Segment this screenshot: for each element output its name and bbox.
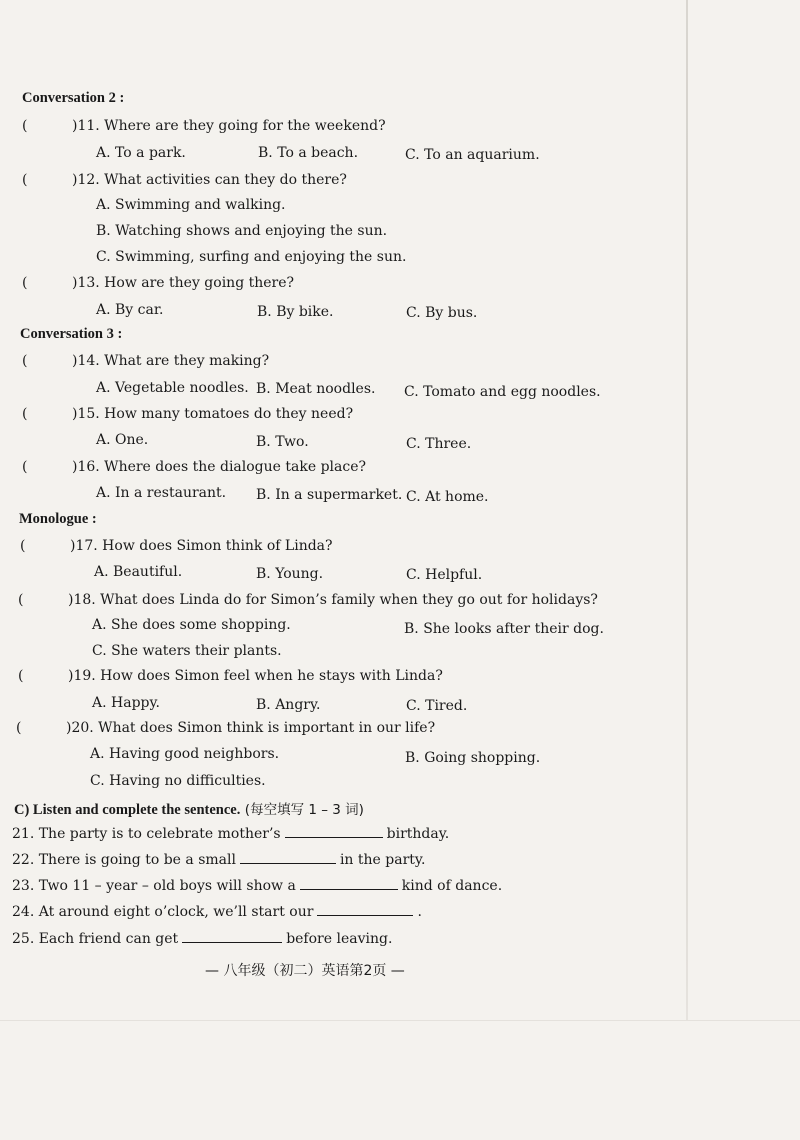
section-c-title: C) Listen and complete the sentence. xyxy=(14,802,241,818)
option-11-a: A. To a park. xyxy=(96,145,186,161)
sentence-text: kind of dance. xyxy=(401,878,503,894)
answer-paren[interactable]: ( xyxy=(22,459,28,475)
answer-blank[interactable] xyxy=(317,903,413,916)
option-20-a: A. Having good neighbors. xyxy=(90,746,280,762)
page-bottom-edge xyxy=(0,1020,800,1021)
answer-blank[interactable] xyxy=(300,877,398,890)
sentence-21 xyxy=(12,825,449,842)
answer-paren[interactable]: ( xyxy=(22,353,28,369)
question-19 xyxy=(18,668,443,684)
option-19-c: C. Tired. xyxy=(406,698,468,714)
option-17-c: C. Helpful. xyxy=(406,567,483,583)
answer-paren[interactable]: ( xyxy=(22,118,28,134)
sentence-22 xyxy=(12,851,425,868)
option-12-c: C. Swimming, surfing and enjoying the sun. xyxy=(96,249,407,265)
sentence-text: in the party. xyxy=(339,852,426,868)
question-13 xyxy=(22,275,294,291)
option-17-a: A. Beautiful. xyxy=(94,564,183,580)
sentence-25 xyxy=(12,930,392,947)
option-15-b: B. Two. xyxy=(256,434,309,450)
sentence-text: birthday. xyxy=(386,826,450,842)
answer-paren[interactable]: ( xyxy=(22,406,28,422)
page-footer: — 八年级（初二）英语第2页 — xyxy=(205,963,405,979)
option-15-c: C. Three. xyxy=(406,436,472,452)
page-fold-line xyxy=(686,0,688,1020)
question-stem: )17. How does Simon think of Linda? xyxy=(70,538,333,554)
conversation-2-heading: Conversation 2 : xyxy=(22,90,125,106)
answer-paren[interactable]: ( xyxy=(22,275,28,291)
conversation-3-heading: Conversation 3 : xyxy=(20,326,123,342)
option-18-b: B. She looks after their dog. xyxy=(404,621,604,637)
option-16-a: A. In a restaurant. xyxy=(96,485,227,501)
sentence-text: 21. The party is to celebrate mother’s xyxy=(12,826,281,842)
question-17 xyxy=(20,538,333,554)
sentence-text: before leaving. xyxy=(286,931,393,947)
answer-paren[interactable]: ( xyxy=(22,172,28,188)
option-13-c: C. By bus. xyxy=(406,305,478,321)
option-13-b: B. By bike. xyxy=(257,304,334,320)
section-c-instruction: (每空填写 1 – 3 词) xyxy=(244,802,364,818)
option-14-c: C. Tomato and egg noodles. xyxy=(404,384,601,400)
question-15 xyxy=(22,406,353,422)
sentence-text: 22. There is going to be a small xyxy=(12,852,236,868)
question-11 xyxy=(22,118,386,134)
option-20-b: B. Going shopping. xyxy=(405,750,541,766)
question-18 xyxy=(18,592,598,608)
option-19-b: B. Angry. xyxy=(256,697,321,713)
question-stem: )11. Where are they going for the weekend? xyxy=(72,118,386,134)
section-c-heading xyxy=(14,798,364,819)
question-stem: )12. What activities can they do there? xyxy=(72,172,347,188)
sentence-text: 23. Two 11 – year – old boys will show a xyxy=(12,878,296,894)
question-12 xyxy=(22,172,347,188)
option-13-a: A. By car. xyxy=(96,302,164,318)
question-14 xyxy=(22,353,269,369)
option-14-a: A. Vegetable noodles. xyxy=(96,380,249,396)
sentence-text: 24. At around eight o’clock, we’ll start our xyxy=(12,904,314,920)
answer-blank[interactable] xyxy=(182,930,282,943)
question-20 xyxy=(16,720,435,736)
question-stem: )16. Where does the dialogue take place? xyxy=(72,459,366,475)
answer-paren[interactable]: ( xyxy=(20,538,26,554)
answer-paren[interactable]: ( xyxy=(16,720,22,736)
question-stem: )13. How are they going there? xyxy=(72,275,295,291)
option-14-b: B. Meat noodles. xyxy=(256,381,376,397)
option-15-a: A. One. xyxy=(96,432,149,448)
option-12-a: A. Swimming and walking. xyxy=(96,197,286,213)
option-16-b: B. In a supermarket. xyxy=(256,487,403,503)
question-stem: )20. What does Simon think is important in our life? xyxy=(66,720,436,736)
sentence-23 xyxy=(12,877,502,894)
answer-paren[interactable]: ( xyxy=(18,668,24,684)
question-stem: )14. What are they making? xyxy=(72,353,270,369)
sentence-text: . xyxy=(417,904,422,920)
option-12-b: B. Watching shows and enjoying the sun. xyxy=(96,223,388,239)
option-16-c: C. At home. xyxy=(406,489,489,505)
option-18-c: C. She waters their plants. xyxy=(92,643,282,659)
option-17-b: B. Young. xyxy=(256,566,324,582)
answer-blank[interactable] xyxy=(240,851,336,864)
sentence-text: 25. Each friend can get xyxy=(12,931,179,947)
question-stem: )15. How many tomatoes do they need? xyxy=(72,406,354,422)
answer-paren[interactable]: ( xyxy=(18,592,24,608)
option-11-b: B. To a beach. xyxy=(258,145,359,161)
monologue-heading: Monologue : xyxy=(19,511,97,527)
answer-blank[interactable] xyxy=(285,825,383,838)
question-16 xyxy=(22,459,366,475)
option-18-a: A. She does some shopping. xyxy=(92,617,291,633)
option-19-a: A. Happy. xyxy=(92,695,160,711)
question-stem: )19. How does Simon feel when he stays with Linda? xyxy=(68,668,443,684)
sentence-24 xyxy=(12,903,422,920)
option-20-c: C. Having no difficulties. xyxy=(90,773,266,789)
option-11-c: C. To an aquarium. xyxy=(405,147,540,163)
question-stem: )18. What does Linda do for Simon’s family when they go out for holidays? xyxy=(68,592,598,608)
